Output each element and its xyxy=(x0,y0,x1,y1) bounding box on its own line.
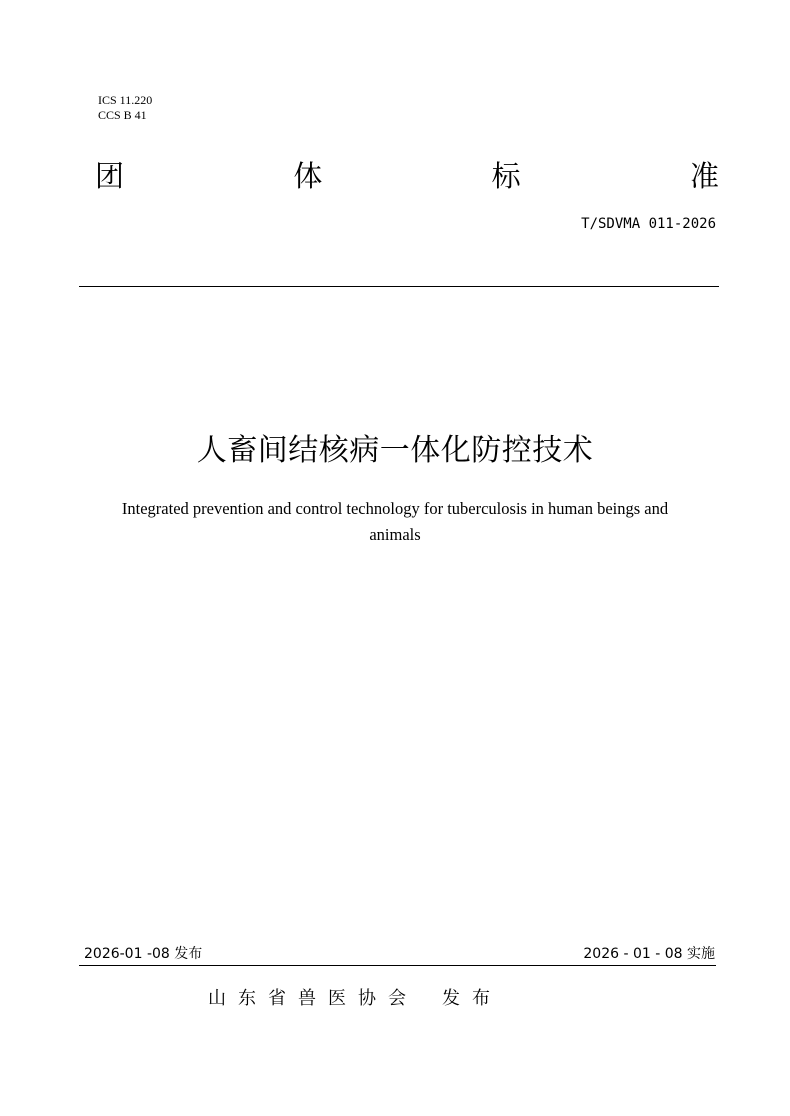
standard-type-heading xyxy=(95,152,719,196)
ics-code: ICS 11.220 xyxy=(98,93,153,107)
ccs-code: CCS B 41 xyxy=(98,108,147,122)
implementation-date: 2026 - 01 - 08 实施 xyxy=(583,946,715,962)
standard-type-char: 准 xyxy=(689,158,719,193)
header-divider xyxy=(79,286,719,287)
standard-type-char: 团 xyxy=(95,158,125,193)
date-row xyxy=(84,943,715,963)
title-english-line: Integrated prevention and control technology for tuberculosis in human beings and xyxy=(121,499,669,518)
standard-type-char: 标 xyxy=(491,158,521,193)
issue-date: 2026-01 -08 发布 xyxy=(84,946,203,962)
publisher-row xyxy=(208,984,502,1010)
standard-type-char: 体 xyxy=(293,158,323,193)
title-chinese: 人畜间结核病一体化防控技术 xyxy=(196,433,594,468)
publish-label: 发布 xyxy=(442,988,502,1009)
publisher-name: 山东省兽医协会 xyxy=(208,988,418,1009)
standard-number: T/SDVMA 011-2026 xyxy=(581,216,716,232)
footer-divider xyxy=(79,965,716,966)
classification-codes xyxy=(98,93,152,123)
title-english xyxy=(80,496,710,548)
title-english-line: animals xyxy=(369,525,421,544)
